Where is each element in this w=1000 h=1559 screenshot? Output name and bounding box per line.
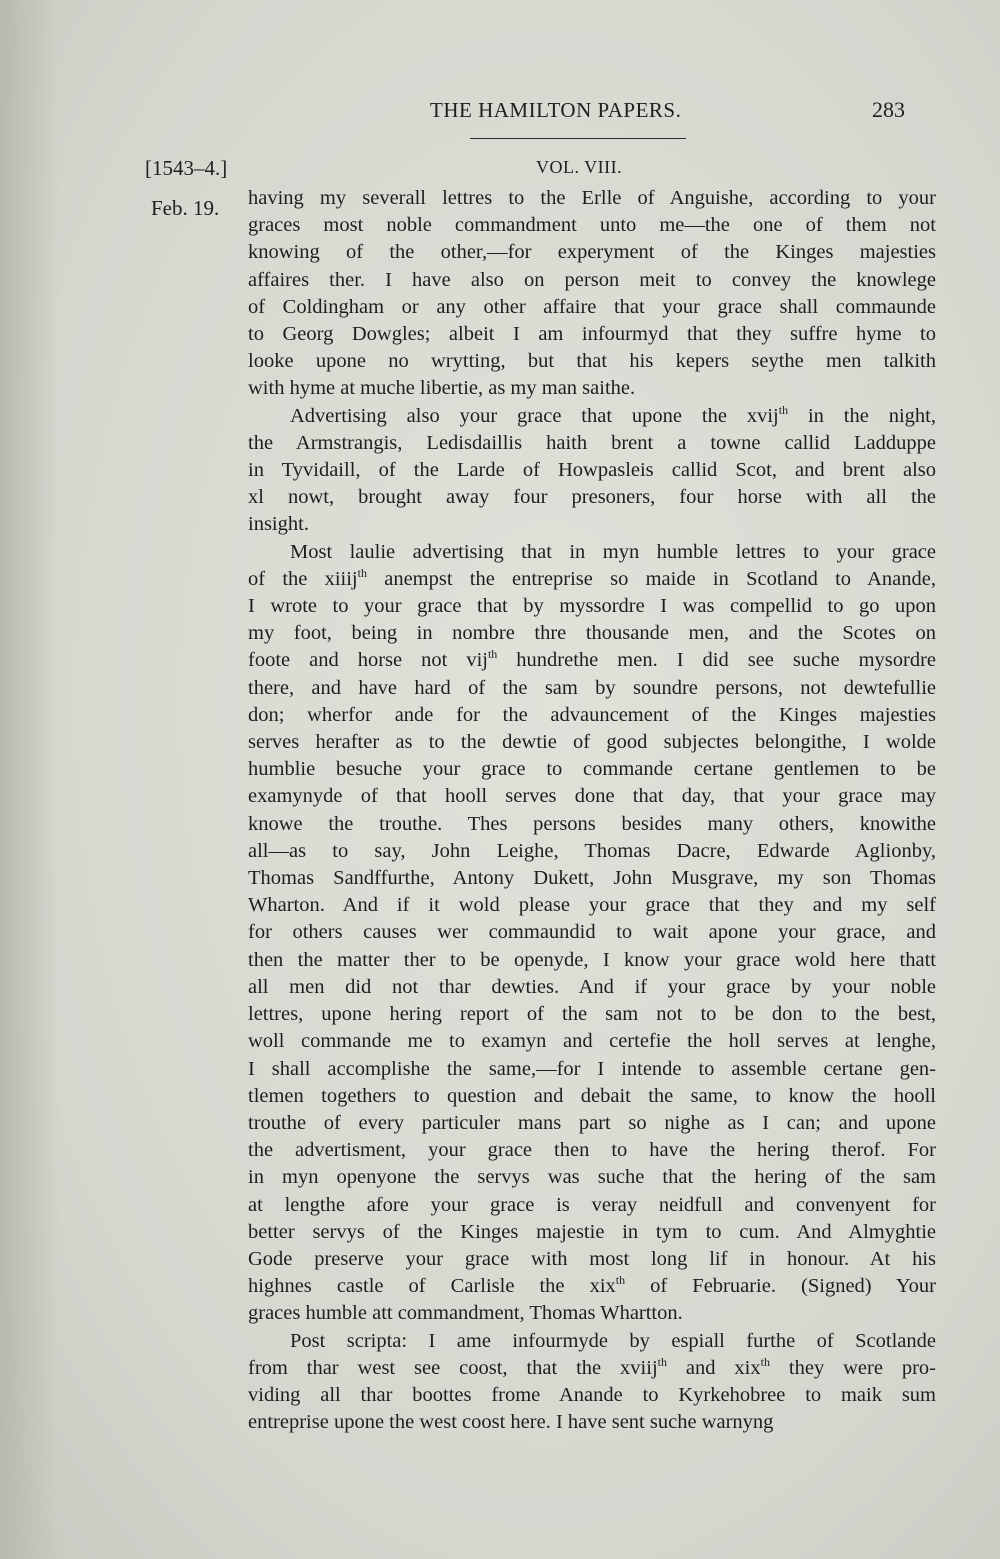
letter-body	[248, 185, 936, 1436]
text-segment: better servys of the Kinges majestie in tym to cum. And Almyghtie	[248, 1220, 936, 1243]
text-segment: knowing of the other,—for experyment of the Kinges majesties	[248, 241, 936, 264]
text-segment: having my severall lettres to the Erlle of Anguishe, according to your	[248, 187, 936, 209]
ordinal-superscript: th	[657, 1354, 667, 1369]
text-segment: insight.	[248, 513, 309, 536]
text-line	[248, 756, 936, 783]
running-title: THE HAMILTON PAPERS.	[430, 98, 682, 122]
header-rule	[470, 138, 686, 139]
text-line	[248, 1246, 936, 1273]
ordinal-superscript: th	[760, 1354, 770, 1369]
text-segment: knowe the trouthe. Thes persons besides many others, knowithe	[248, 812, 936, 835]
text-line	[248, 267, 936, 294]
text-segment: examynyde of that hooll serves done that day, that your grace may	[248, 785, 936, 808]
text-segment: lettres, upone hering report of the sam not to be don to the best,	[248, 1003, 936, 1026]
page-number: 283	[872, 97, 905, 122]
text-line	[248, 702, 936, 729]
text-line	[248, 1083, 936, 1110]
text-line	[248, 566, 936, 593]
date-range: [1543–4.]	[145, 156, 228, 180]
text-segment: in myn openyone the servys was suche that the hering of the sam	[248, 1166, 936, 1189]
text-segment: don; wherfor ande for the advauncement of the Kinges majesties	[248, 703, 936, 726]
text-line	[248, 348, 936, 375]
text-segment: Advertising also your grace that upone the xvij	[290, 404, 779, 427]
text-line	[248, 1137, 936, 1164]
ordinal-superscript: th	[357, 565, 367, 580]
text-segment: Post scripta: I ame infourmyde by espiall furthe of Scotlande	[290, 1329, 936, 1352]
text-line	[248, 919, 936, 946]
text-segment: I wrote to your grace that by myssordre I was compellid to go upon	[248, 595, 936, 618]
text-segment: foote and horse not vij	[248, 649, 488, 672]
text-segment: highnes castle of Carlisle the xix	[248, 1275, 616, 1298]
text-line	[248, 892, 936, 919]
text-line	[248, 1355, 936, 1382]
text-segment: in the night,	[788, 404, 936, 427]
text-segment: all—as to say, John Leighe, Thomas Dacre, Edwarde Aglionby,	[248, 839, 936, 862]
text-segment: to Georg Dowgles; albeit I am infourmyd that they suffre hyme to	[248, 323, 936, 346]
text-segment: and xix	[667, 1356, 761, 1379]
text-line	[248, 620, 936, 647]
text-segment: affaires ther. I have also on person meit to convey the knowlege	[248, 268, 936, 291]
text-segment: of the xiiij	[248, 567, 358, 590]
text-line	[248, 1219, 936, 1246]
text-line	[248, 1110, 936, 1137]
text-line	[248, 185, 936, 212]
text-line	[248, 1409, 936, 1436]
text-segment: Thomas Sandffurthe, Antony Dukett, John Musgrave, my son Thomas	[248, 867, 936, 890]
text-line	[248, 1028, 936, 1055]
text-line	[248, 484, 936, 511]
text-segment: hundrethe men. I did see suche mysordre	[497, 649, 936, 672]
text-segment: the Armstrangis, Ledisdaillis haith brent a towne callid Ladduppe	[248, 431, 936, 454]
text-segment: serves herafter as to the dewtie of good subjectes belongithe, I wolde	[248, 731, 936, 754]
text-segment: looke upone no wrytting, but that his kepers seythe men talkith	[248, 350, 936, 373]
text-segment: there, and have hard of the sam by soundre persons, not dewtefullie	[248, 676, 936, 699]
text-line	[248, 838, 936, 865]
text-line	[248, 239, 936, 266]
text-segment: of Coldingham or any other affaire that your grace shall commaunde	[248, 295, 936, 318]
text-segment: from thar west see coost, that the xviij	[248, 1356, 658, 1379]
text-line	[248, 647, 936, 674]
text-line	[248, 1382, 936, 1409]
text-line	[248, 511, 936, 538]
text-segment: graces most noble commandment unto me—the one of them not	[248, 214, 936, 237]
text-segment: xl nowt, brought away four presoners, four horse with all the	[248, 486, 936, 509]
text-line	[248, 294, 936, 321]
text-line	[248, 403, 936, 430]
text-segment: the advertisment, your grace then to have the hering therof. For	[248, 1139, 936, 1162]
ordinal-superscript: th	[487, 647, 498, 662]
text-segment: I shall accomplishe the same,—for I intende to assemble certane gen-	[248, 1057, 936, 1080]
text-line	[248, 212, 936, 239]
text-segment: entreprise upone the west coost here. I have sent suche warnyng	[248, 1411, 774, 1434]
text-line	[248, 974, 936, 1001]
text-segment: Most laulie advertising that in myn humble lettres to your grace	[290, 540, 936, 563]
text-line	[248, 375, 936, 402]
text-line	[248, 1328, 936, 1355]
text-segment: at lengthe afore your grace is veray neidfull and convenyent for	[248, 1193, 936, 1216]
text-line	[248, 1164, 936, 1191]
text-line	[248, 947, 936, 974]
text-line	[248, 1192, 936, 1219]
ordinal-superscript: th	[778, 402, 789, 417]
text-line	[248, 321, 936, 348]
text-line	[248, 729, 936, 756]
ordinal-superscript: th	[615, 1273, 626, 1288]
text-segment: humblie besuche your grace to commande certane gentlemen to be	[248, 758, 936, 781]
text-segment: for others causes wer commaundid to wait apone your grace, and	[248, 921, 936, 944]
text-line	[248, 539, 936, 566]
text-line	[248, 1300, 936, 1327]
text-line	[248, 430, 936, 457]
text-segment: graces humble att commandment, Thomas Whartton.	[248, 1302, 683, 1325]
spine-shadow	[0, 0, 60, 1559]
text-segment: they were pro-	[769, 1356, 937, 1379]
volume-label: VOL. VIII.	[536, 157, 623, 177]
text-segment: viding all thar boottes frome Anande to Kyrkehobree to maik sum	[248, 1383, 936, 1406]
text-segment: Wharton. And if it wold please your grace that they and my self	[248, 894, 936, 917]
text-segment: of Februarie. (Signed) Your	[625, 1275, 936, 1298]
text-segment: anempst the entreprise so maide in Scotland to Anande,	[366, 567, 937, 590]
text-line	[248, 675, 936, 702]
text-segment: woll commande me to examyn and certefie the holl serves at lenghe,	[248, 1030, 936, 1053]
text-line	[248, 1001, 936, 1028]
text-line	[248, 783, 936, 810]
margin-date: Feb. 19.	[151, 196, 220, 220]
text-segment: then the matter ther to be openyde, I know your grace wold here thatt	[248, 948, 936, 971]
text-line	[248, 1273, 936, 1300]
text-segment: tlemen togethers to question and debait the same, to know the hooll	[248, 1084, 936, 1107]
text-line	[248, 865, 936, 892]
text-line	[248, 457, 936, 484]
text-segment: in Tyvidaill, of the Larde of Howpasleis callid Scot, and brent also	[248, 459, 936, 482]
text-segment: all men did not thar dewties. And if your grace by your noble	[248, 975, 936, 998]
text-segment: trouthe of every particuler mans part so nighe as I can; and upone	[248, 1111, 936, 1134]
text-segment: my foot, being in nombre thre thousande men, and the Scotes on	[248, 622, 936, 645]
text-line	[248, 1056, 936, 1083]
text-line	[248, 811, 936, 838]
text-segment: Gode preserve your grace with most long lif in honour. At his	[248, 1247, 936, 1270]
text-line	[248, 593, 936, 620]
text-segment: with hyme at muche libertie, as my man saithe.	[248, 377, 636, 400]
